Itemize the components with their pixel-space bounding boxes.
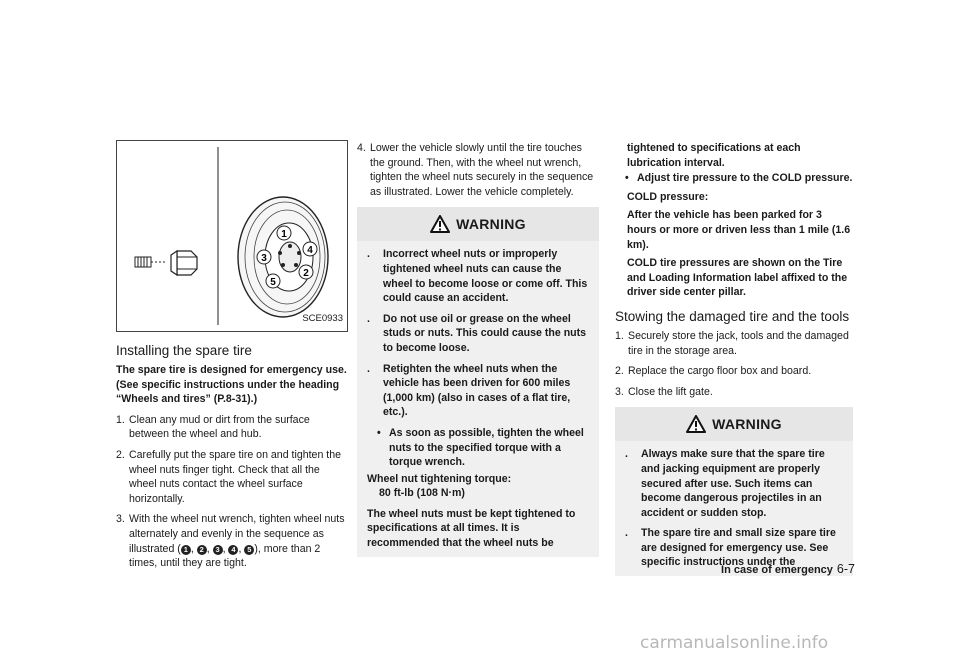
nut-label-1: 1 bbox=[281, 229, 287, 240]
install-steps bbox=[116, 413, 348, 571]
list-item: 2. Replace the cargo floor box and board. bbox=[615, 365, 812, 378]
warning-body bbox=[357, 241, 599, 556]
figure-code: SCE0933 bbox=[302, 313, 343, 325]
warning-icon bbox=[686, 415, 706, 433]
torque-label: Wheel nut tightening torque: bbox=[367, 472, 512, 485]
torque-value: 80 ft-lb (108 N·m) bbox=[379, 487, 465, 500]
seq-2: 2 bbox=[197, 545, 207, 555]
cold-text-1: After the vehicle has been parked for 3 hours or more or driven less than 1 mile (1.6 km). bbox=[627, 209, 851, 251]
wheel-nut-figure bbox=[116, 140, 348, 332]
warning-item: . Incorrect wheel nuts or improperly tightened wheel nuts can cause the wheel to become loose or come off. This could cause an accident. bbox=[367, 248, 588, 305]
list-item: 1. Clean any mud or dirt from the surface between the wheel and hub. bbox=[116, 413, 310, 441]
sub-bullet: • Adjust tire pressure to the COLD pressure. bbox=[625, 172, 853, 185]
section-heading-stowing: Stowing the damaged tire and the tools bbox=[615, 308, 850, 324]
warning-box bbox=[357, 207, 599, 556]
seq-1: 1 bbox=[181, 545, 191, 555]
warning-title: WARNING bbox=[456, 216, 526, 233]
sub-bullet: • As soon as possible, tighten the wheel nuts to the specified torque with a torque wrench. bbox=[377, 426, 584, 469]
warning-icon bbox=[430, 215, 450, 233]
cold-label: COLD pressure: bbox=[627, 190, 709, 203]
warning-body bbox=[615, 441, 853, 576]
warning-item: . Retighten the wheel nuts when the vehicle has been driven for 600 miles (1,000 km) (also in cases of a flat tire, etc.). bbox=[367, 362, 571, 419]
column-3 bbox=[615, 141, 853, 582]
page-number: 6-7 bbox=[836, 562, 855, 576]
list-item: 3. Close the lift gate. bbox=[615, 385, 713, 398]
nut-label-3: 3 bbox=[261, 253, 267, 264]
list-item: 4. Lower the vehicle slowly until the tire touches the ground. Then, with the wheel nut wrench, tighten the wheel nuts securely in the sequence as illustrated. Lower the vehicle completely. bbox=[357, 142, 594, 198]
wheel-stud-icon bbox=[135, 257, 167, 267]
step-4 bbox=[357, 141, 599, 199]
lug-nut-icon bbox=[171, 251, 197, 275]
warning-title: WARNING bbox=[712, 416, 782, 433]
stow-steps bbox=[615, 329, 853, 399]
watermark: carmanualsonline.info bbox=[640, 633, 829, 653]
warning-header bbox=[615, 407, 853, 441]
nut-label-5: 5 bbox=[270, 277, 276, 288]
warning-item: . The spare tire and small size spare tire are designed for emergency use. See specific instructions under the bbox=[625, 527, 836, 569]
nut-label-2: 2 bbox=[303, 268, 309, 279]
seq-4: 4 bbox=[228, 545, 238, 555]
cold-text-2: COLD tire pressures are shown on the Tire and Loading Information label affixed to the driver side center pillar. bbox=[627, 257, 848, 299]
warning-header bbox=[357, 207, 599, 241]
warning-item: . Always make sure that the spare tire and jacking equipment are properly secured after use. Such items can become dangerous projectiles in an accident or sudden stop. bbox=[625, 448, 825, 519]
section-heading-installing: Installing the spare tire bbox=[116, 343, 252, 358]
footer-section: In case of emergency bbox=[721, 564, 833, 576]
column-1 bbox=[116, 140, 348, 577]
list-item: 2. Carefully put the spare tire on and tighten the wheel nuts finger tight. Check that all the wheel nuts contact the wheel surface horizontally. bbox=[116, 448, 342, 505]
page-footer bbox=[711, 562, 855, 576]
list-item: 3. With the wheel nut wrench, tighten wheel nuts alternately and evenly in the sequence as illustrated ( 1 , 2 , 3 , 4 , 5 ), more than 2 times, until they are tight. bbox=[116, 513, 345, 570]
warning-item: . Do not use oil or grease on the wheel studs or nuts. This could cause the nuts to become loose. bbox=[367, 312, 587, 354]
intro-note: The spare tire is designed for emergency use. (See specific instructions under the heading “Wheels and tires” (P.8-31).) bbox=[116, 364, 347, 406]
column-2 bbox=[357, 141, 599, 563]
seq-5: 5 bbox=[244, 545, 254, 555]
closing-text: The wheel nuts must be kept tightened to specifications at all times. It is recommended that the wheel nuts be bbox=[367, 507, 576, 550]
wheel-nut-illustration bbox=[117, 141, 347, 331]
warning-box-2 bbox=[615, 407, 853, 576]
wheel-icon bbox=[238, 197, 328, 317]
nut-label-4: 4 bbox=[307, 245, 313, 256]
list-item: 1. Securely store the jack, tools and the damaged tire in the storage area. bbox=[615, 329, 849, 357]
seq-3: 3 bbox=[213, 545, 223, 555]
continued-text: tightened to specifications at each lubrication interval. bbox=[627, 142, 801, 169]
